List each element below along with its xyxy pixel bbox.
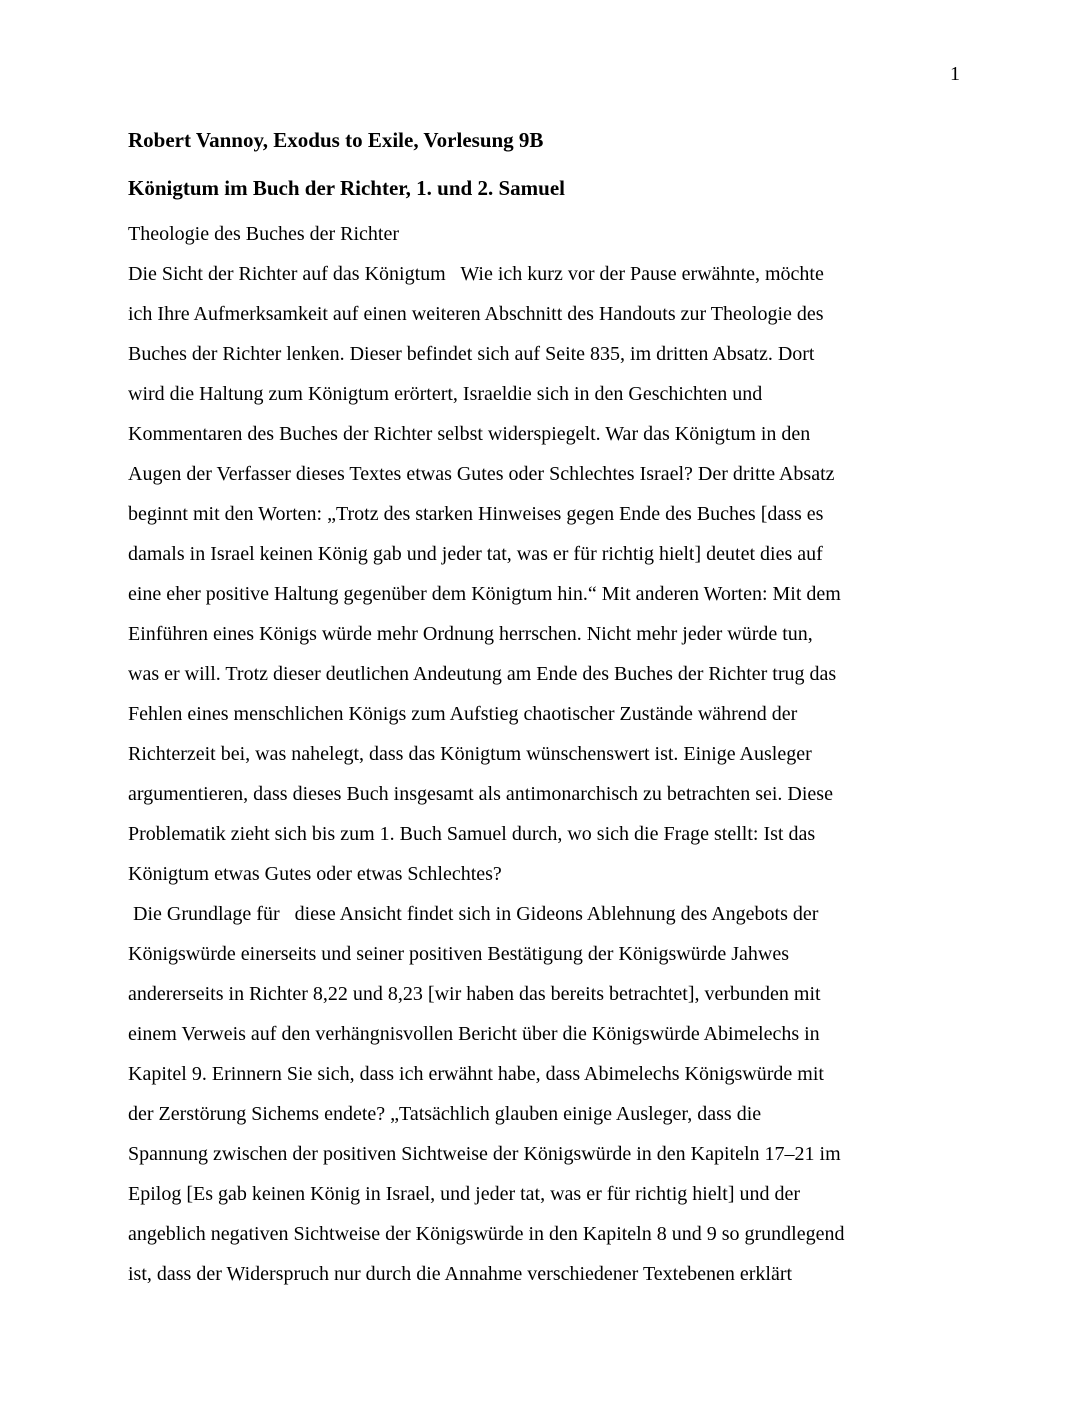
text-line: Richterzeit bei, was nahelegt, dass das Königtum wünschenswert ist. Einige Ausleger — [128, 743, 812, 765]
text-line: Einführen eines Königs würde mehr Ordnung herrschen. Nicht mehr jeder würde tun, — [128, 623, 813, 645]
text-line: damals in Israel keinen König gab und jeder tat, was er für richtig hielt] deutet dies auf — [128, 543, 823, 565]
text-line: angeblich negativen Sichtweise der Königswürde in den Kapiteln 8 und 9 so grundlegend — [128, 1223, 845, 1245]
text-line: Königswürde einerseits und seiner positiven Bestätigung der Königswürde Jahwes — [128, 943, 789, 965]
text-line: Fehlen eines menschlichen Königs zum Aufstieg chaotischer Zustände während der — [128, 703, 798, 725]
text-line: Theologie des Buches der Richter — [128, 223, 400, 245]
text-line: Augen der Verfasser dieses Textes etwas Gutes oder Schlechtes Israel? Der dritte Absatz — [128, 463, 835, 485]
text-line: Buches der Richter lenken. Dieser befindet sich auf Seite 835, im dritten Absatz. Dort — [128, 343, 815, 365]
document-content — [128, 116, 968, 1294]
text-line: ich Ihre Aufmerksamkeit auf einen weiteren Abschnitt des Handouts zur Theologie des — [128, 303, 824, 325]
text-line: Königtum etwas Gutes oder etwas Schlechtes? — [128, 863, 502, 885]
document-title-line-1: Robert Vannoy, Exodus to Exile, Vorlesung 9B — [128, 128, 544, 152]
document-title-line-2: Königtum im Buch der Richter, 1. und 2. Samuel — [128, 176, 565, 200]
text-line: einem Verweis auf den verhängnisvollen Bericht über die Königswürde Abimelechs in — [128, 1023, 820, 1045]
text-line: Die Sicht der Richter auf das Königtum Wie ich kurz vor der Pause erwähnte, möchte — [128, 263, 824, 285]
text-line: Kommentaren des Buches der Richter selbst widerspiegelt. War das Königtum in den — [128, 423, 811, 445]
text-line: eine eher positive Haltung gegenüber dem Königtum hin.“ Mit anderen Worten: Mit dem — [128, 583, 841, 605]
text-line: Spannung zwischen der positiven Sichtweise der Königswürde in den Kapiteln 17–21 im — [128, 1143, 841, 1165]
text-line: der Zerstörung Sichems endete? „Tatsächlich glauben einige Ausleger, dass die — [128, 1103, 762, 1125]
text-line: was er will. Trotz dieser deutlichen Andeutung am Ende des Buches der Richter trug das — [128, 663, 837, 685]
text-line: argumentieren, dass dieses Buch insgesamt als antimonarchisch zu betrachten sei. Diese — [128, 783, 833, 805]
document-body — [128, 214, 968, 1294]
text-line: Kapitel 9. Erinnern Sie sich, dass ich erwähnt habe, dass Abimelechs Königswürde mit — [128, 1063, 824, 1085]
text-line: Problematik zieht sich bis zum 1. Buch Samuel durch, wo sich die Frage stellt: Ist das — [128, 823, 816, 845]
text-line: ist, dass der Widerspruch nur durch die Annahme verschiedener Textebenen erklärt — [128, 1263, 793, 1285]
text-line: Die Grundlage für diese Ansicht findet sich in Gideons Ablehnung des Angebots der — [128, 903, 819, 925]
text-line: andererseits in Richter 8,22 und 8,23 [wir haben das bereits betrachtet], verbunden mit — [128, 983, 821, 1005]
text-line: wird die Haltung zum Königtum erörtert, Israeldie sich in den Geschichten und — [128, 383, 763, 405]
page-number: 1 — [950, 63, 960, 85]
text-line: Epilog [Es gab keinen König in Israel, und jeder tat, was er für richtig hielt] und der — [128, 1183, 801, 1205]
text-line: beginnt mit den Worten: „Trotz des starken Hinweises gegen Ende des Buches [dass es — [128, 503, 824, 525]
